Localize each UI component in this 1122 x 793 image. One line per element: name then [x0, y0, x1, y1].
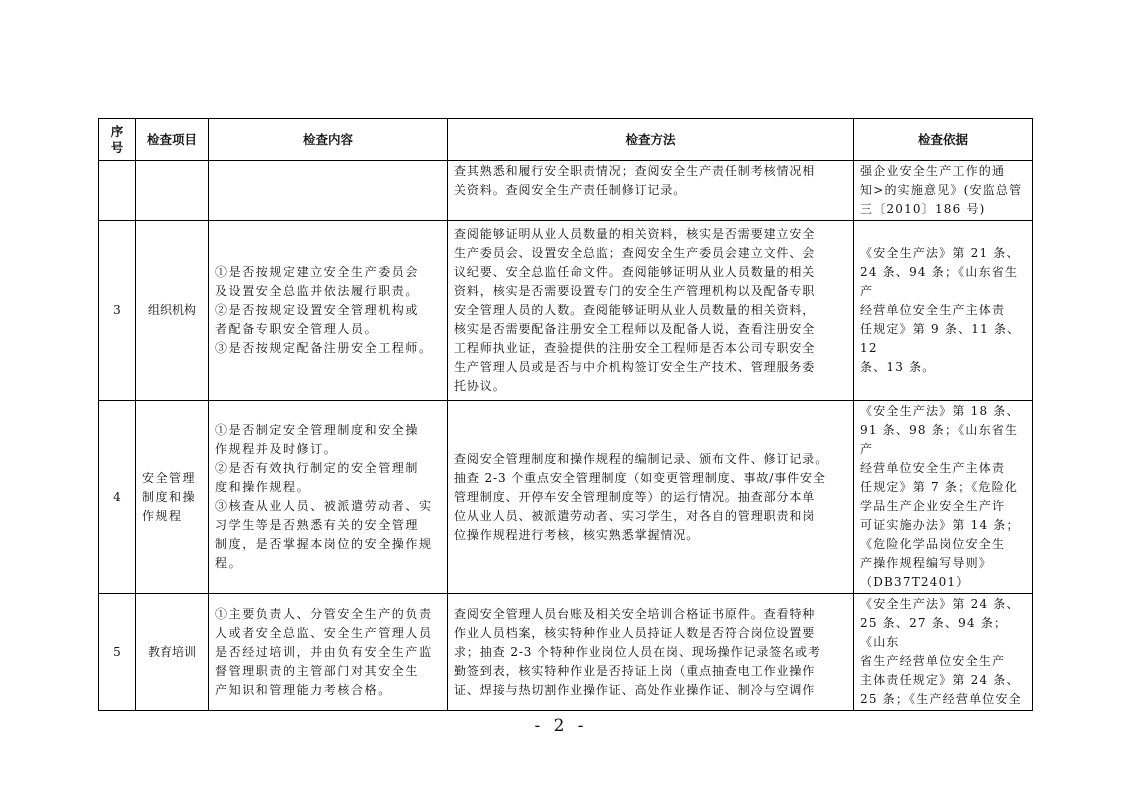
page-number: - 2 - [534, 716, 588, 736]
row-basis: 《安全生产法》第 18 条、 91 条、98 条；《山东省生产 经营单位安全生产主体责 任规定》第 7 条；《危险化 学品生产企业安全生产许 可证实施办法》第 14 条； 《危险化学品岗位安全生 产操作规程编写导则》 （DB37T2401） [854, 401, 1033, 594]
header-inspection-basis: 检查依据 [854, 119, 1033, 161]
row-item: 教育培训 [136, 594, 209, 711]
row-content: ①主要负责人、分管安全生产的负责 人或者安全总监、安全生产管理人员 是否经过培训，并由负有安全生产监 督管理职责的主管部门对其安全生 产知识和管理能力考核合格。 [209, 594, 448, 711]
row-method: 查阅安全管理制度和操作规程的编制记录、颁布文件、修订记录。 抽查 2-3 个重点安全管理制度（如变更管理制度、事故/事件安全 管理制度、开停车安全管理制度等）的运行情况。抽查部分本单 位从业人员、被派遣劳动者、实习学生，对各自的管理职责和岗 位操作规程进行考核，核实熟悉掌握情况。 [448, 401, 854, 594]
row-item [136, 161, 209, 221]
row-item: 组织机构 [136, 221, 209, 401]
row-number: 4 [99, 401, 136, 594]
row-content: ①是否按规定建立安全生产委员会 及设置安全总监并依法履行职责。 ②是否按规定设置安全管理机构或 者配备专职安全管理人员。 ③是否按规定配备注册安全工程师。 [209, 221, 448, 401]
table-header-row [99, 119, 1033, 161]
inspection-table [98, 118, 1033, 711]
row-basis: 强企业安全生产工作的通 知>的实施意见》(安监总管 三〔2010〕186 号) [854, 161, 1033, 221]
table-row [99, 221, 1033, 401]
header-serial-number: 序 号 [99, 119, 136, 161]
row-content [209, 161, 448, 221]
row-content: ①是否制定安全管理制度和安全操 作规程并及时修订。 ②是否有效执行制定的安全管理制 度和操作规程。 ③核查从业人员、被派遣劳动者、实 习学生等是否熟悉有关的安全管理 制度，是否掌握本岗位的安全操作规 程。 [209, 401, 448, 594]
row-basis: 《安全生产法》第 21 条、 24 条、94 条；《山东省生产 经营单位安全生产主体责 任规定》第 9 条、11 条、12 条、13 条。 [854, 221, 1033, 401]
row-method: 查阅能够证明从业人员数量的相关资料，核实是否需要建立安全 生产委员会、设置安全总监；查阅安全生产委员会建立文件、会 议纪要、安全总监任命文件。查阅能够证明从业人员数量的相关 资料，核实是否需要设置专门的安全生产管理机构以及配备专职 安全管理人员的人数。查阅能够证明从业人员数量的相关资料， 核实是否需要配备注册安全工程师以及配备人说，查看注册安全 工程师执业证，查验提供的注册安全工程师是否本公司专职安全 生产管理人员或是否与中介机构签订安全生产技术、管理服务委 托协议。 [448, 221, 854, 401]
table-row [99, 594, 1033, 711]
row-method: 查阅安全管理人员台账及相关安全培训合格证书原件。查看特种 作业人员档案，核实特种作业人员持证人数是否符合岗位设置要 求；抽查 2-3 个特种作业岗位人员在岗、现场操作记录签名或考 勤签到表，核实特种作业是否持证上岗（重点抽查电工作业操作 证、焊接与热切割作业操作证、高处作业操作证、制冷与空调作 [448, 594, 854, 711]
header-inspection-method: 检查方法 [448, 119, 854, 161]
row-basis: 《安全生产法》第 24 条、 25 条、27 条、94 条；《山东 省生产经营单位安全生产 主体责任规定》第 24 条、 25 条；《生产经营单位安全 [854, 594, 1033, 711]
header-inspection-item: 检查项目 [136, 119, 209, 161]
header-inspection-content: 检查内容 [209, 119, 448, 161]
row-item: 安全管理 制度和操 作规程 [136, 401, 209, 594]
row-number [99, 161, 136, 221]
row-method: 查其熟悉和履行安全职责情况；查阅安全生产责任制考核情况相 关资料。查阅安全生产责任制修订记录。 [448, 161, 854, 221]
table-row [99, 161, 1033, 221]
row-number: 3 [99, 221, 136, 401]
row-number: 5 [99, 594, 136, 711]
table-row [99, 401, 1033, 594]
